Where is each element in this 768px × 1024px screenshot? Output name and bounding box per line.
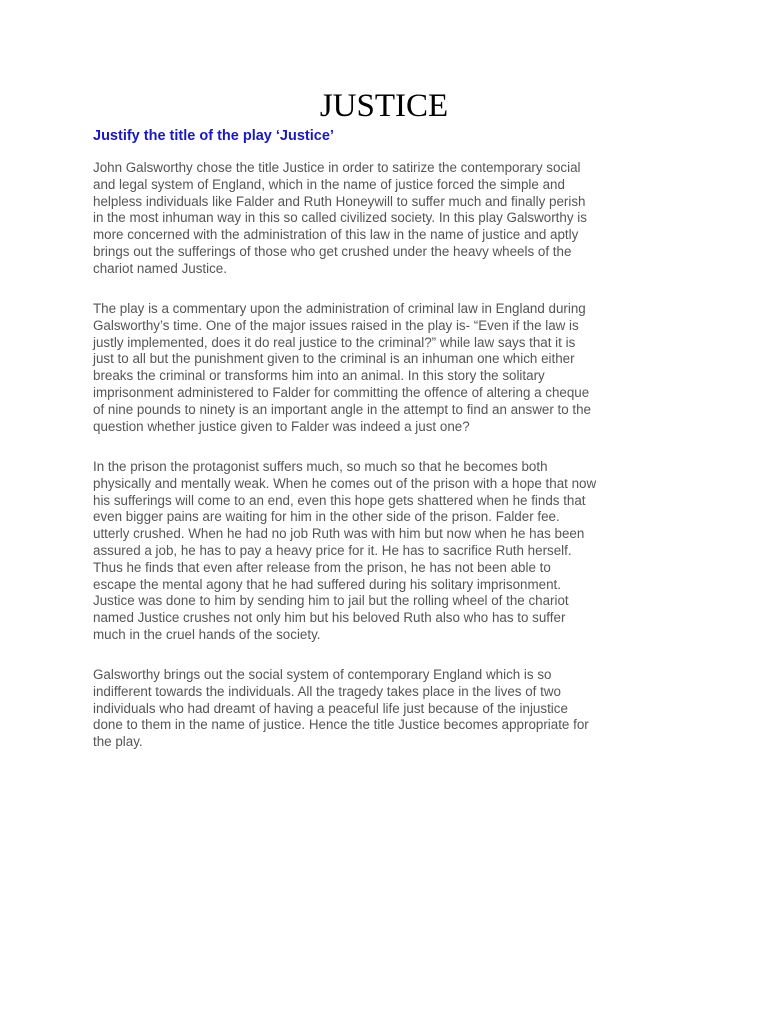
paragraph-line: his sufferings will come to an end, even this hope gets shattered when he finds that bbox=[93, 492, 586, 508]
paragraph-line: helpless individuals like Falder and Ruth Honeywill to suffer much and finally perish bbox=[93, 193, 586, 209]
paragraph-line: the play. bbox=[93, 734, 143, 750]
paragraph-line: Galsworthy’s time. One of the major issues raised in the play is- “Even if the law is bbox=[93, 317, 579, 333]
paragraph-line: Justice was done to him by sending him to jail but the rolling wheel of the chariot bbox=[93, 593, 569, 609]
paragraph-line: The play is a commentary upon the administration of criminal law in England during bbox=[93, 301, 586, 316]
paragraph-line: physically and mentally weak. When he comes out of the prison with a hope that now bbox=[93, 475, 597, 491]
paragraph-line: and legal system of England, which in the name of justice forced the simple and bbox=[93, 176, 565, 192]
paragraph-line: question whether justice given to Falder was indeed a just one? bbox=[93, 418, 470, 434]
paragraph-4 bbox=[93, 667, 589, 751]
paragraph-line: In the prison the protagonist suffers much, so much so that he becomes both bbox=[93, 459, 548, 474]
paragraph-line: assured a job, he has to pay a heavy price for it. He has to sacrifice Ruth herself. bbox=[93, 542, 572, 558]
paragraph-1 bbox=[93, 160, 587, 278]
paragraph-line: in the most inhuman way in this so called civilized society. In this play Galsworthy is bbox=[93, 210, 587, 226]
paragraph-line: chariot named Justice. bbox=[93, 260, 227, 276]
paragraph-line: of nine pounds to ninety is an important angle in the attempt to find an answer to the bbox=[93, 401, 592, 417]
paragraph-line: imprisonment administered to Falder for committing the offence of altering a cheque bbox=[93, 384, 590, 400]
paragraph-line: breaks the criminal or transforms him into an animal. In this story the solitary bbox=[93, 368, 545, 384]
paragraph-line: justly implemented, does it do real justice to the criminal?” while law says that it is bbox=[93, 334, 576, 350]
paragraph-line: utterly crushed. When he had no job Ruth was with him but now when he has been bbox=[93, 526, 585, 542]
paragraph-line: Thus he finds that even after release from the prison, he has not been able to bbox=[93, 559, 551, 575]
paragraph-line: Galsworthy brings out the social system of contemporary England which is so bbox=[93, 667, 552, 682]
paragraph-line: done to them in the name of justice. Hence the title Justice becomes appropriate for bbox=[93, 717, 589, 733]
paragraph-line: brings out the sufferings of those who get crushed under the heavy wheels of the bbox=[93, 243, 572, 259]
paragraph-3 bbox=[93, 459, 596, 644]
paragraph-line: individuals who had dreamt of having a peaceful life just because of the injustice bbox=[93, 700, 568, 716]
paragraph-line: escape the mental agony that he had suffered during his solitary imprisonment. bbox=[93, 576, 561, 592]
paragraph-line: much in the cruel hands of the society. bbox=[93, 626, 321, 642]
document-title: JUSTICE bbox=[319, 88, 449, 124]
section-heading: Justify the title of the play ‘Justice’ bbox=[93, 128, 334, 144]
paragraph-line: more concerned with the administration of this law in the name of justice and aptly bbox=[93, 227, 579, 243]
paragraph-2 bbox=[93, 301, 591, 435]
paragraph-line: even bigger pains are waiting for him in the other side of the prison. Falder fee. bbox=[93, 509, 560, 525]
paragraph-line: indifferent towards the individuals. All the tragedy takes place in the lives of two bbox=[93, 683, 561, 699]
paragraph-line: just to all but the punishment given to the criminal is an inhuman one which either bbox=[93, 351, 575, 367]
paragraph-line: John Galsworthy chose the title Justice in order to satirize the contemporary social bbox=[93, 160, 581, 175]
paragraph-line: named Justice crushes not only him but his beloved Ruth also who has to suffer bbox=[93, 610, 566, 626]
